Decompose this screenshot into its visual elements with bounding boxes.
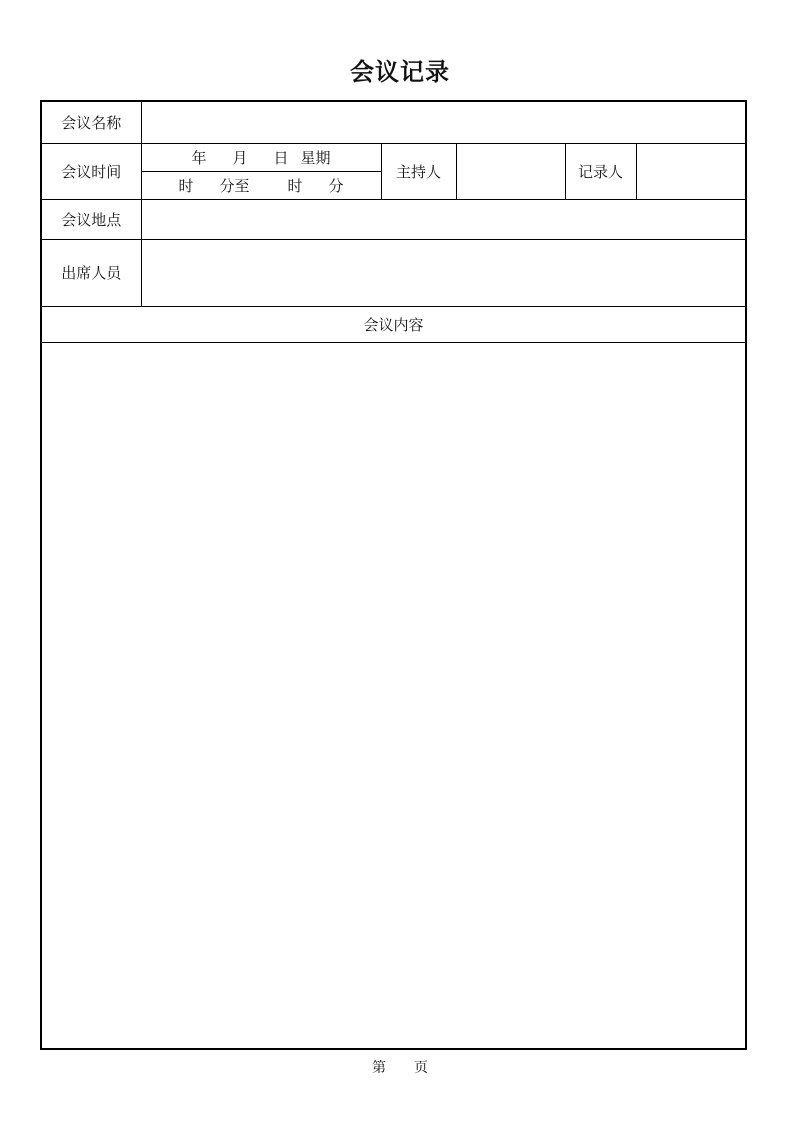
- content-header: 会议内容: [41, 306, 746, 342]
- meeting-date-field[interactable]: [141, 143, 381, 171]
- page-number-prefix: 第: [372, 1060, 386, 1076]
- date-day-label: 日: [273, 148, 289, 167]
- date-month-label: 月: [232, 148, 248, 167]
- meeting-name-label: 会议名称: [41, 101, 141, 143]
- host-field[interactable]: [456, 143, 565, 199]
- meeting-time-label: 会议时间: [41, 143, 141, 199]
- recorder-field[interactable]: [636, 143, 746, 199]
- meeting-name-field[interactable]: [141, 101, 746, 143]
- page-footer: [0, 1057, 800, 1077]
- meeting-place-label: 会议地点: [41, 199, 141, 239]
- time-hour-start-label: 时: [178, 176, 194, 195]
- meeting-place-field[interactable]: [141, 199, 746, 239]
- host-label: 主持人: [381, 143, 456, 199]
- meeting-record-form: [40, 100, 747, 1050]
- row-meeting-time: [41, 143, 746, 171]
- content-field[interactable]: [41, 342, 746, 1049]
- attendees-label: 出席人员: [41, 239, 141, 306]
- time-minute-end-label: 分: [328, 176, 344, 195]
- row-meeting-name: [41, 101, 746, 143]
- date-weekday-label: 星期: [300, 148, 331, 167]
- meeting-clock-field[interactable]: [141, 171, 381, 199]
- page-title: 会议记录: [350, 58, 450, 86]
- page-number-suffix: 页: [414, 1060, 428, 1076]
- time-hour-end-label: 时: [287, 176, 303, 195]
- row-content-body: [41, 342, 746, 1049]
- date-year-label: 年: [191, 148, 207, 167]
- attendees-field[interactable]: [141, 239, 746, 306]
- recorder-label: 记录人: [565, 143, 636, 199]
- time-minute-to-label: 分至: [219, 176, 250, 195]
- row-attendees: [41, 239, 746, 306]
- row-meeting-place: [41, 199, 746, 239]
- row-content-header: [41, 306, 746, 342]
